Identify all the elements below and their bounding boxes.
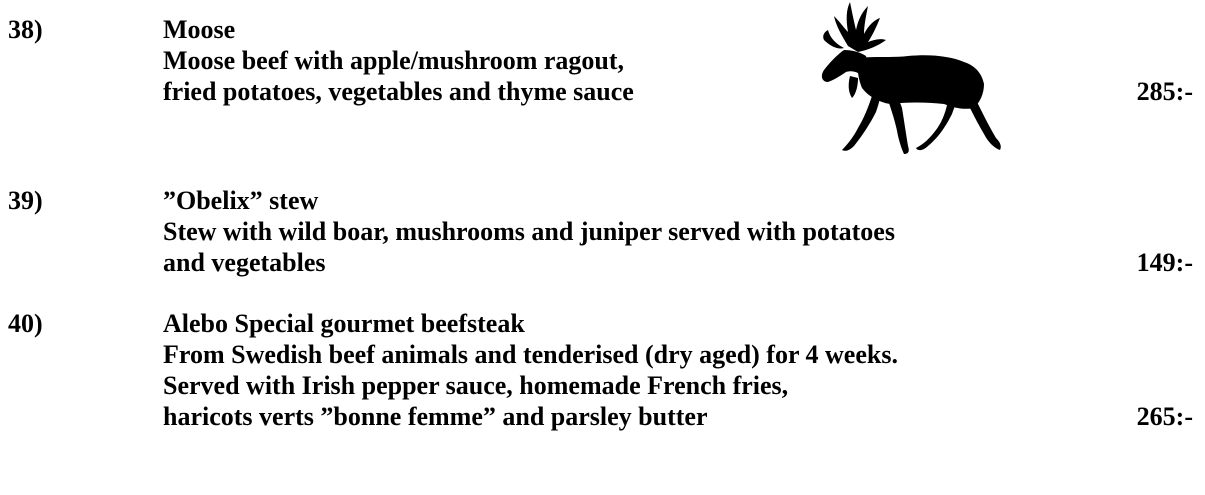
item-name: ”Obelix” stew [163,186,319,215]
item-name: Moose [163,15,236,44]
item-number: 38) [8,15,43,44]
item-description-line: Stew with wild boar, mushrooms and juniper served with potatoes [163,217,895,246]
item-number: 40) [8,309,43,338]
item-number: 39) [8,186,43,215]
item-description-line: Moose beef with apple/mushroom ragout, [163,46,625,75]
item-price: 149:- [1136,248,1193,277]
item-name: Alebo Special gourmet beefsteak [163,309,525,338]
moose-silhouette-icon [808,0,1018,158]
item-description-line: haricots verts ”bonne femme” and parsley butter [163,402,708,431]
item-price: 265:- [1136,402,1193,431]
item-description-line: and vegetables [163,248,326,277]
item-price: 285:- [1136,77,1193,106]
item-description-line: From Swedish beef animals and tenderised (dry aged) for 4 weeks. [163,340,898,369]
item-description-line: Served with Irish pepper sauce, homemade French fries, [163,371,789,400]
item-description-line: fried potatoes, vegetables and thyme sauce [163,77,634,106]
